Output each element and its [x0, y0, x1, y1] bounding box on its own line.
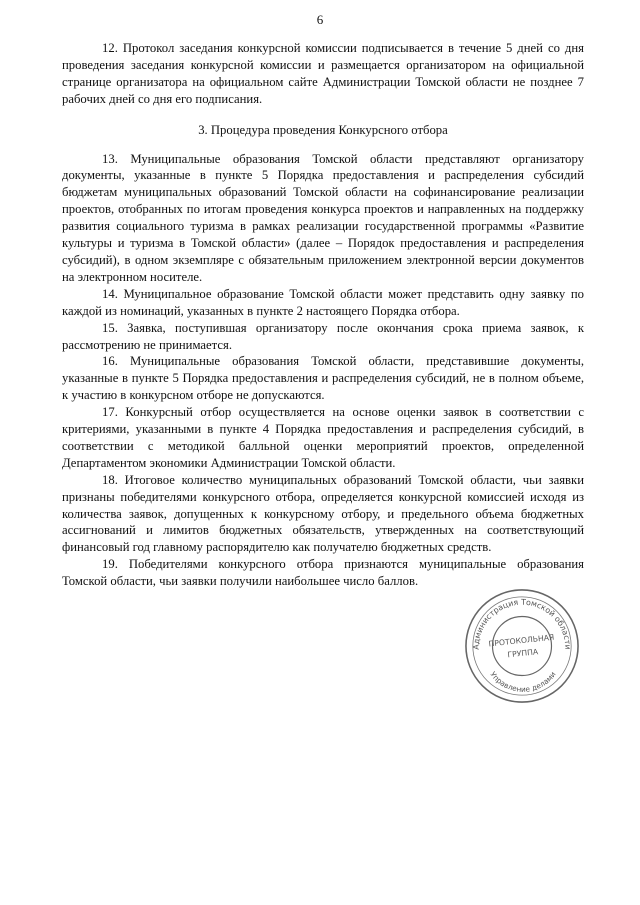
- svg-text:Управление делами: [488, 670, 557, 694]
- official-stamp: [463, 587, 581, 705]
- paragraph-17: 17. Конкурсный отбор осуществляется на основе оценки заявок в соответствии с критериями, указанными в пункте 4 Порядка предоставления и распределения субсидий, в соответствии с методикой балльной оценки мероприятий проектов, определенной Департаментом экономики Администрации Томской области.: [62, 405, 584, 470]
- document-body: [62, 40, 584, 590]
- stamp-bottom-text: Управление делами: [488, 669, 558, 694]
- stamp-outer-text: Администрация Томской области: [471, 597, 573, 650]
- paragraph-12: 12. Протокол заседания конкурсной комиссии подписывается в течение 5 дней со дня проведения заседания конкурсной комиссии и размещается организатором на официальной странице организатора на официальном сайте Администрации Томской области не позднее 7 рабочих дней со дня его подписания.: [62, 41, 584, 106]
- paragraph-16: 16. Муниципальные образования Томской области, представившие документы, указанные в пункте 5 Порядка предоставления и распределения субсидий, не в полном объеме, к участию в конкурсном отборе не допускаются.: [62, 354, 584, 403]
- stamp-inner-line-1: ПРОТОКОЛЬНАЯ: [488, 632, 555, 649]
- stamp-seal-icon: [463, 587, 581, 705]
- paragraph-13: 13. Муниципальные образования Томской области представляют организатору документы, указанные в пункте 5 Порядка предоставления и распределения субсидий бюджетам муниципальных образований Томской области на софинансирование реализации проектов, отобранных по итогам проведения конкурса проектов и направленных на поддержку развития социального туризма в рамках реализации государственной программы «Развитие культуры и туризма в Томской области» (далее – Порядок предоставления и распределения субсидий), в одном экземпляре с обязательным приложением электронной версии документов на электронном носителе.: [62, 151, 584, 284]
- page-number: 6: [316, 12, 324, 27]
- paragraph-18: 18. Итоговое количество муниципальных образований Томской области, чьи заявки признаны победителями конкурсного отбора, определяется конкурсной комиссией исходя из количества заявок, допущенных к конкурсному отбору, и предельного объема бюджетных ассигнований и лимитов бюджетных обязательств, утвержденных на соответствующий финансовый год главному распорядителю как получателю бюджетных средств.: [62, 472, 584, 555]
- paragraph-19: 19. Победителями конкурсного отбора признаются муниципальные образования Томской области, чьи заявки получили наибольшее число баллов.: [62, 557, 584, 589]
- paragraph-14: 14. Муниципальное образование Томской области может представить одну заявку по каждой из номинаций, указанных в пункте 2 настоящего Порядка отбора.: [62, 286, 584, 318]
- section-heading: 3. Процедура проведения Конкурсного отбора: [198, 122, 448, 137]
- paragraph-15: 15. Заявка, поступившая организатору после окончания срока приема заявок, к рассмотрению не принимается.: [62, 320, 584, 352]
- stamp-inner-line-2: ГРУППА: [507, 647, 539, 660]
